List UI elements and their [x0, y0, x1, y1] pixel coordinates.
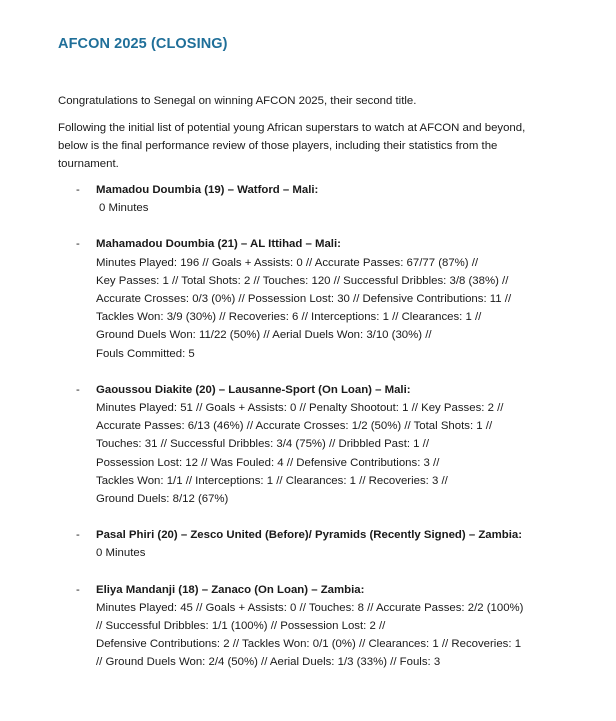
bullet-dash: - — [76, 583, 80, 596]
player-stat-line: // Ground Duels Won: 2/4 (50%) // Aerial Duels: 1/3 (33%) // Fouls: 3 — [96, 656, 441, 669]
bullet-dash: - — [76, 184, 80, 196]
player-heading: Mahamadou Doumbia (21) – AL Ittihad – Mali: — [96, 238, 341, 251]
player-stat-line: Fouls Committed: 5 — [96, 347, 195, 360]
intro-paragraph-1: Congratulations to Senegal on winning AFCON 2025, their second title. — [58, 95, 417, 107]
player-stat-line: // Successful Dribbles: 1/1 (100%) // Possession Lost: 2 // — [96, 620, 386, 633]
player-stat-line: Accurate Passes: 6/13 (46%) // Accurate Crosses: 1/2 (50%) // Total Shots: 1 // — [96, 420, 493, 433]
player-stat-line: Minutes Played: 51 // Goals + Assists: 0 // Penalty Shootout: 1 // Key Passes: 2 // — [96, 402, 504, 415]
player-item — [58, 526, 558, 562]
player-stat-line: Minutes Played: 196 // Goals + Assists: 0 // Accurate Passes: 67/77 (87%) // — [96, 256, 479, 269]
player-stat-line: Accurate Crosses: 0/3 (0%) // Possession Lost: 30 // Defensive Contributions: 11 // — [96, 293, 512, 306]
player-stat-line: Defensive Contributions: 2 // Tackles Won: 0/1 (0%) // Clearances: 1 // Recoveries: 1 — [96, 638, 522, 651]
player-heading: Eliya Mandanji (18) – Zanaco (On Loan) – Zambia: — [96, 583, 365, 596]
player-stat-line: Minutes Played: 45 // Goals + Assists: 0 // Touches: 8 // Accurate Passes: 2/2 (100%) — [96, 601, 524, 614]
intro-paragraph-2: Following the initial list of potential young African superstars to watch at AFCON and beyond, below is the final performance review of those players, including their statistics from the tournament. — [58, 122, 526, 170]
player-stat-line: Possession Lost: 12 // Was Fouled: 4 // Defensive Contributions: 3 // — [96, 456, 440, 469]
player-item — [58, 581, 558, 672]
player-stat-line: 0 Minutes — [99, 202, 149, 215]
player-list — [58, 181, 558, 690]
bullet-dash: - — [76, 383, 80, 396]
player-item — [58, 235, 558, 362]
bullet-dash: - — [76, 529, 80, 542]
player-item — [58, 181, 558, 217]
player-heading: Mamadou Doumbia (19) – Watford – Mali: — [96, 184, 319, 196]
player-heading: Pasal Phiri (20) – Zesco United (Before)/ Pyramids (Recently Signed) – Zambia: — [96, 529, 523, 542]
document-title: AFCON 2025 (CLOSING) — [58, 36, 228, 52]
player-stat-line: Tackles Won: 3/9 (30%) // Recoveries: 6 // Interceptions: 1 // Clearances: 1 // — [96, 311, 482, 324]
player-stat-line: Touches: 31 // Successful Dribbles: 3/4 (75%) // Dribbled Past: 1 // — [96, 438, 430, 451]
player-heading: Gaoussou Diakite (20) – Lausanne-Sport (On Loan) – Mali: — [96, 383, 411, 396]
player-stat-line: 0 Minutes — [96, 547, 146, 560]
player-stat-line: Ground Duels Won: 11/22 (50%) // Aerial Duels Won: 3/10 (30%) // — [96, 329, 432, 342]
player-stat-line: Ground Duels: 8/12 (67%) — [96, 493, 229, 506]
player-item — [58, 381, 558, 508]
player-stat-line: Key Passes: 1 // Total Shots: 2 // Touches: 120 // Successful Dribbles: 3/8 (38%) // — [96, 274, 509, 287]
player-stat-line: Tackles Won: 1/1 // Interceptions: 1 // Clearances: 1 // Recoveries: 3 // — [96, 474, 448, 487]
bullet-dash: - — [76, 238, 80, 251]
